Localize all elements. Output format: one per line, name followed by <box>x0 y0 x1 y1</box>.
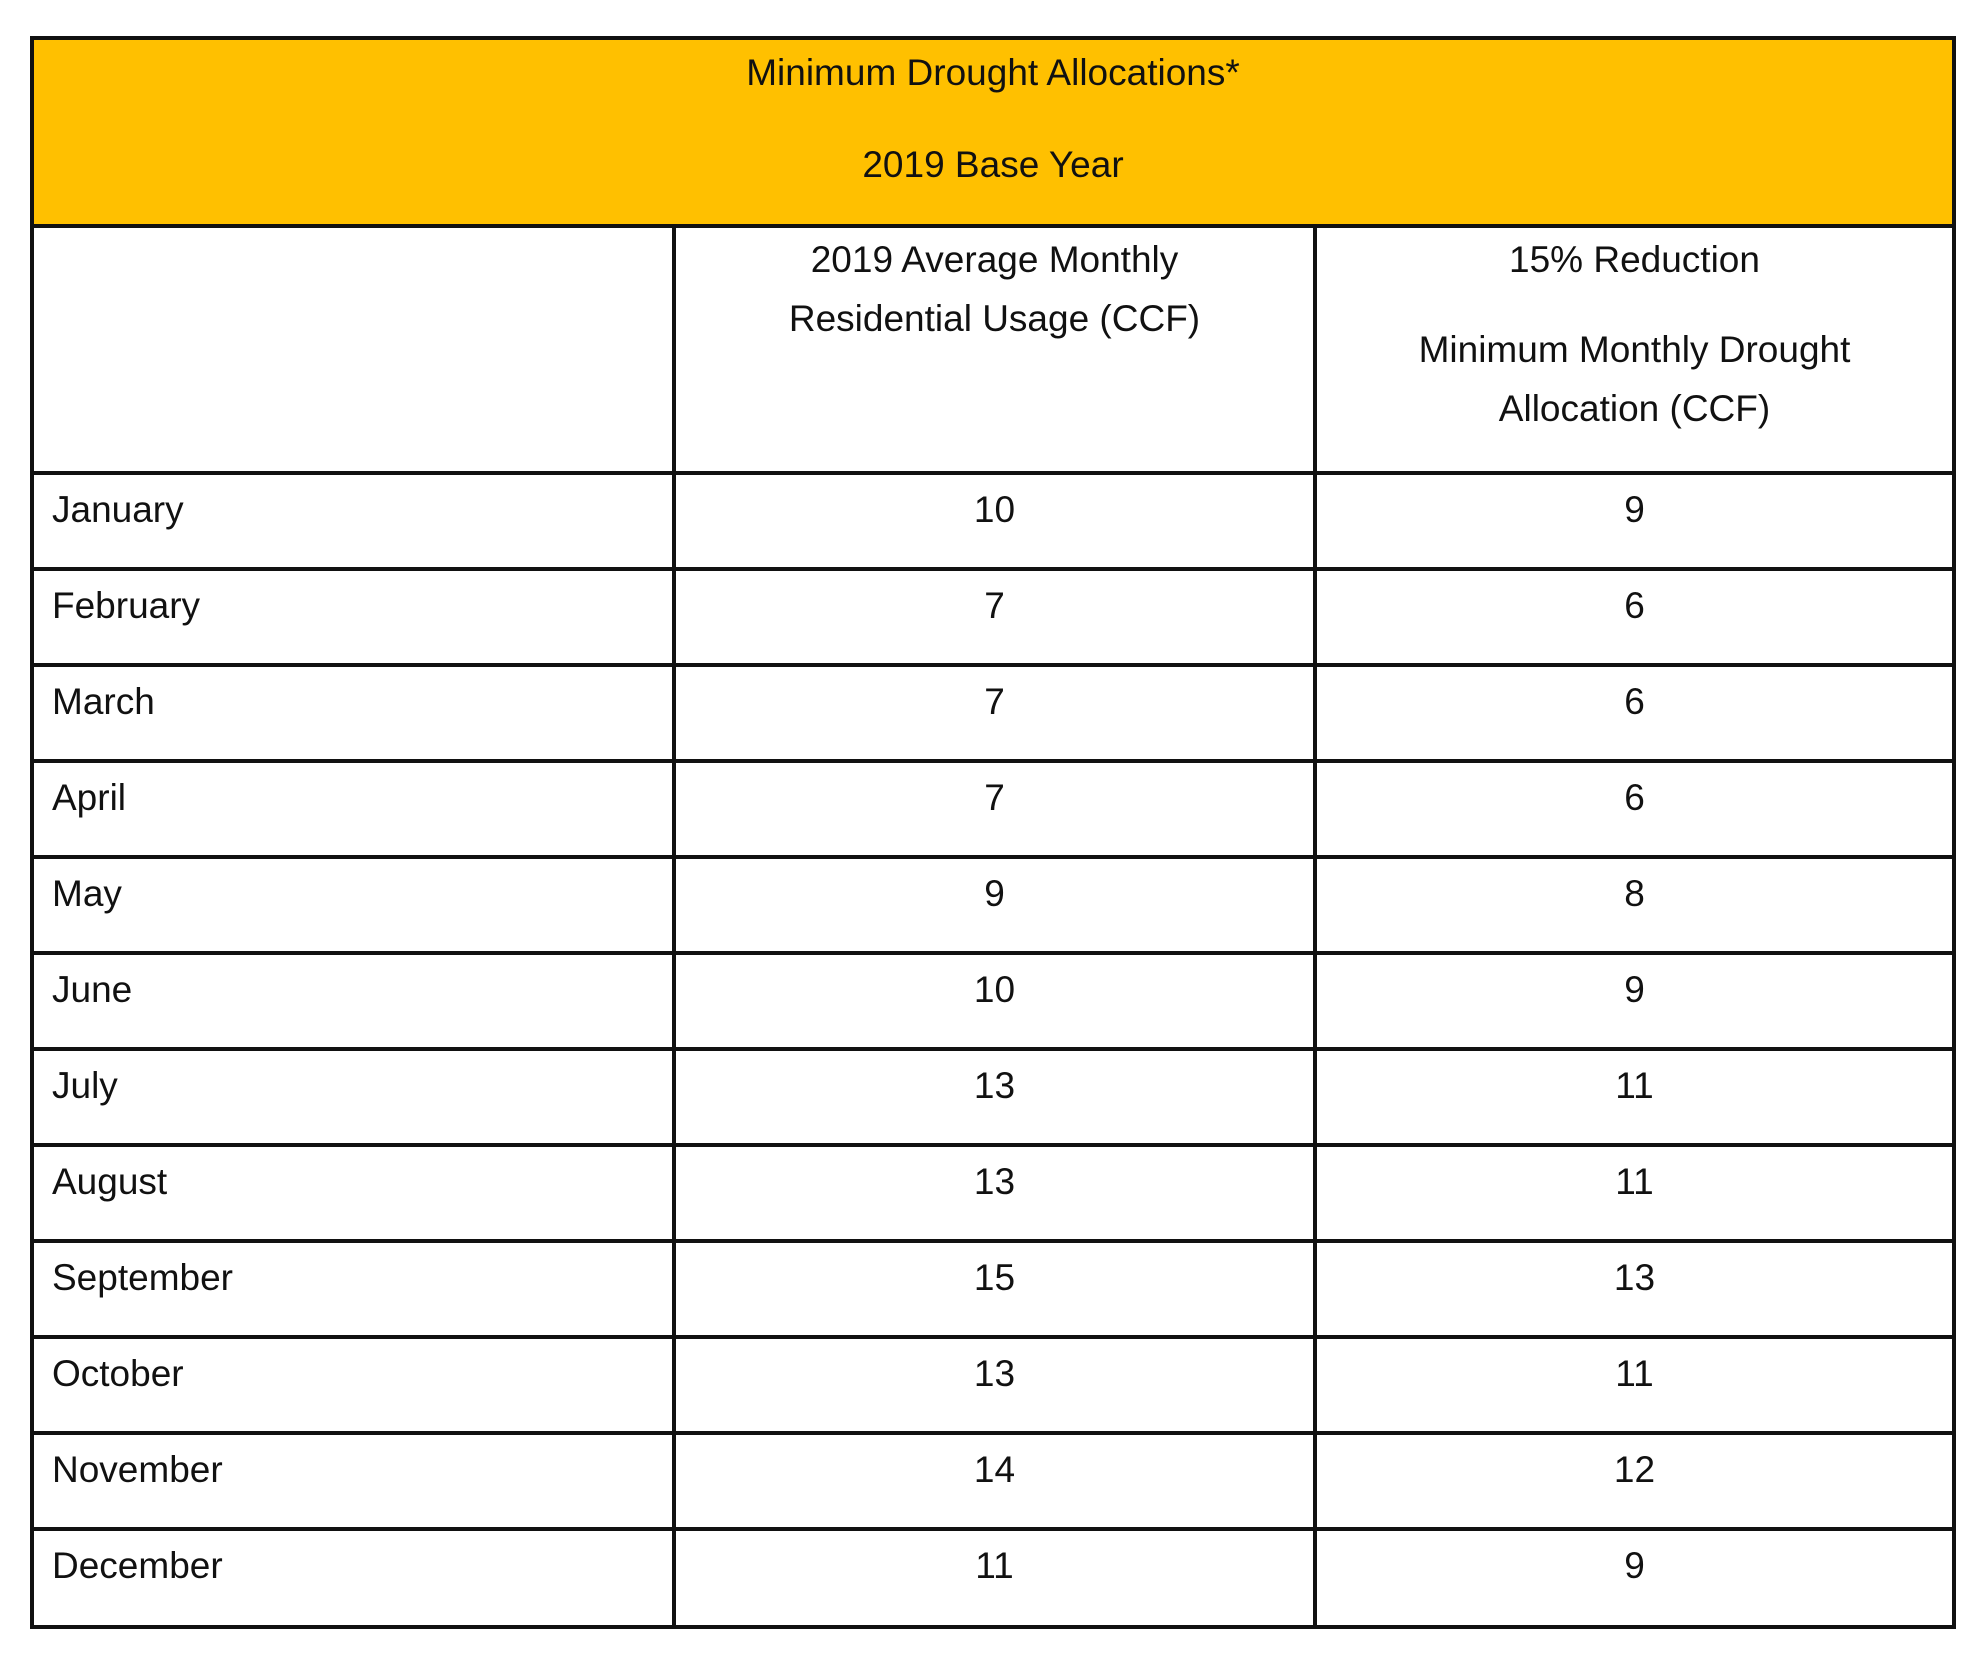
allocation-cell: 9 <box>1315 1529 1952 1625</box>
usage-cell: 7 <box>674 569 1315 665</box>
month-cell: February <box>34 569 674 665</box>
usage-header-line1: 2019 Average Monthly <box>810 239 1179 280</box>
allocation-cell: 8 <box>1315 857 1952 953</box>
usage-cell: 10 <box>674 953 1315 1049</box>
allocation-cell: 11 <box>1315 1337 1952 1433</box>
allocation-grid <box>34 228 1952 1625</box>
month-cell: November <box>34 1433 674 1529</box>
table-row <box>34 953 1952 1049</box>
allocation-cell: 13 <box>1315 1241 1952 1337</box>
month-cell: January <box>34 473 674 569</box>
usage-cell: 7 <box>674 761 1315 857</box>
allocation-header-text <box>1318 320 1951 438</box>
month-cell: July <box>34 1049 674 1145</box>
month-cell: September <box>34 1241 674 1337</box>
usage-cell: 13 <box>674 1337 1315 1433</box>
usage-cell: 9 <box>674 857 1315 953</box>
month-cell: April <box>34 761 674 857</box>
table-row <box>34 1241 1952 1337</box>
table-title: Minimum Drought Allocations* <box>746 52 1240 93</box>
table-subtitle: 2019 Base Year <box>862 144 1124 185</box>
allocation-header-line2: Allocation (CCF) <box>1498 388 1771 429</box>
allocation-cell: 9 <box>1315 473 1952 569</box>
allocation-cell: 6 <box>1315 761 1952 857</box>
header-row <box>34 228 1952 473</box>
table-row <box>34 1145 1952 1241</box>
table-row <box>34 857 1952 953</box>
table-row <box>34 761 1952 857</box>
month-cell: May <box>34 857 674 953</box>
table-row <box>34 1049 1952 1145</box>
allocation-cell: 9 <box>1315 953 1952 1049</box>
table-row <box>34 473 1952 569</box>
month-header <box>34 228 674 473</box>
reduction-label: 15% Reduction <box>1509 239 1760 280</box>
allocation-header-line1: Minimum Monthly Drought <box>1418 329 1851 370</box>
usage-cell: 7 <box>674 665 1315 761</box>
usage-cell: 13 <box>674 1049 1315 1145</box>
usage-header-line2: Residential Usage (CCF) <box>788 298 1201 339</box>
allocation-cell: 6 <box>1315 665 1952 761</box>
allocation-cell: 11 <box>1315 1049 1952 1145</box>
usage-cell: 13 <box>674 1145 1315 1241</box>
allocation-cell: 11 <box>1315 1145 1952 1241</box>
month-cell: March <box>34 665 674 761</box>
month-cell: June <box>34 953 674 1049</box>
table-row <box>34 1433 1952 1529</box>
allocation-header <box>1315 228 1952 473</box>
allocation-cell: 6 <box>1315 569 1952 665</box>
allocation-cell: 12 <box>1315 1433 1952 1529</box>
month-cell: October <box>34 1337 674 1433</box>
month-cell: December <box>34 1529 674 1625</box>
usage-cell: 15 <box>674 1241 1315 1337</box>
table-banner <box>34 40 1952 228</box>
table-row <box>34 665 1952 761</box>
usage-cell: 11 <box>674 1529 1315 1625</box>
usage-cell: 14 <box>674 1433 1315 1529</box>
month-cell: August <box>34 1145 674 1241</box>
drought-allocation-table <box>30 36 1956 1629</box>
usage-cell: 10 <box>674 473 1315 569</box>
usage-header <box>674 228 1315 473</box>
table-row <box>34 1337 1952 1433</box>
table-row <box>34 1529 1952 1625</box>
table-row <box>34 569 1952 665</box>
